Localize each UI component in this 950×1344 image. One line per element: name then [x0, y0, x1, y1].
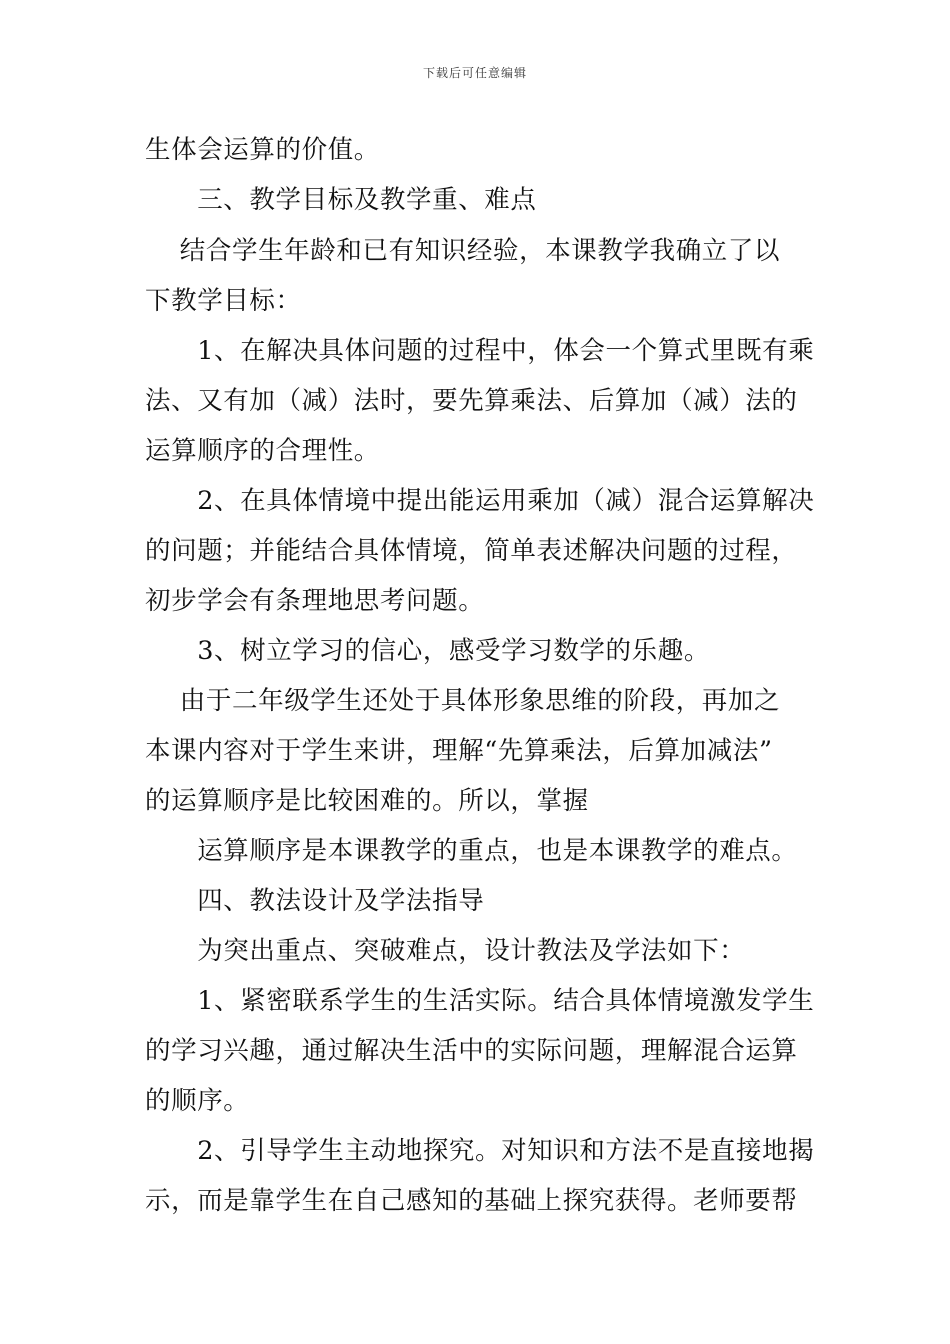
text-line: 由于二年级学生还处于具体形象思维的阶段，再加之 — [145, 686, 781, 716]
text-line: 3、树立学习的信心，感受学习数学的乐趣。 — [145, 636, 710, 666]
text-line: 生体会运算的价值。 — [145, 135, 380, 165]
text-line: 为突出重点、突破难点，设计教法及学法如下： — [145, 936, 746, 966]
text-line: 的问题；并能结合具体情境，简单表述解决问题的过程， — [145, 536, 798, 566]
text-line: 法、又有加（减）法时，要先算乘法、后算加（减）法的 — [145, 386, 798, 416]
text-line: 的学习兴趣，通过解决生活中的实际问题，理解混合运算 — [145, 1036, 798, 1066]
text-line: 初步学会有条理地思考问题。 — [145, 586, 485, 616]
text-line: 的运算顺序是比较困难的。所以，掌握 — [145, 786, 589, 816]
section-heading: 三、教学目标及教学重、难点 — [145, 185, 537, 215]
text-line: 1、紧密联系学生的生活实际。结合具体情境激发学生 — [145, 986, 815, 1016]
text-line: 1、在解决具体问题的过程中，体会一个算式里既有乘 — [145, 336, 815, 366]
text-line: 结合学生年龄和已有知识经验，本课教学我确立了以 — [145, 236, 781, 266]
text-line: 下教学目标： — [145, 286, 302, 316]
text-line: 2、在具体情境中提出能运用乘加（减）混合运算解决 — [145, 486, 815, 516]
text-line: 运算顺序是本课教学的重点，也是本课教学的难点。 — [145, 836, 798, 866]
text-line: 的顺序。 — [145, 1086, 250, 1116]
section-heading: 四、教法设计及学法指导 — [145, 886, 485, 916]
text-line: 示，而是靠学生在自己感知的基础上探究获得。老师要帮 — [145, 1186, 798, 1216]
text-line: 本课内容对于学生来讲，理解“先算乘法，后算加减法” — [145, 736, 773, 766]
page-header: 下载后可任意编辑 — [422, 66, 527, 80]
text-line: 运算顺序的合理性。 — [145, 436, 380, 466]
text-line: 2、引导学生主动地探究。对知识和方法不是直接地揭 — [145, 1136, 815, 1166]
